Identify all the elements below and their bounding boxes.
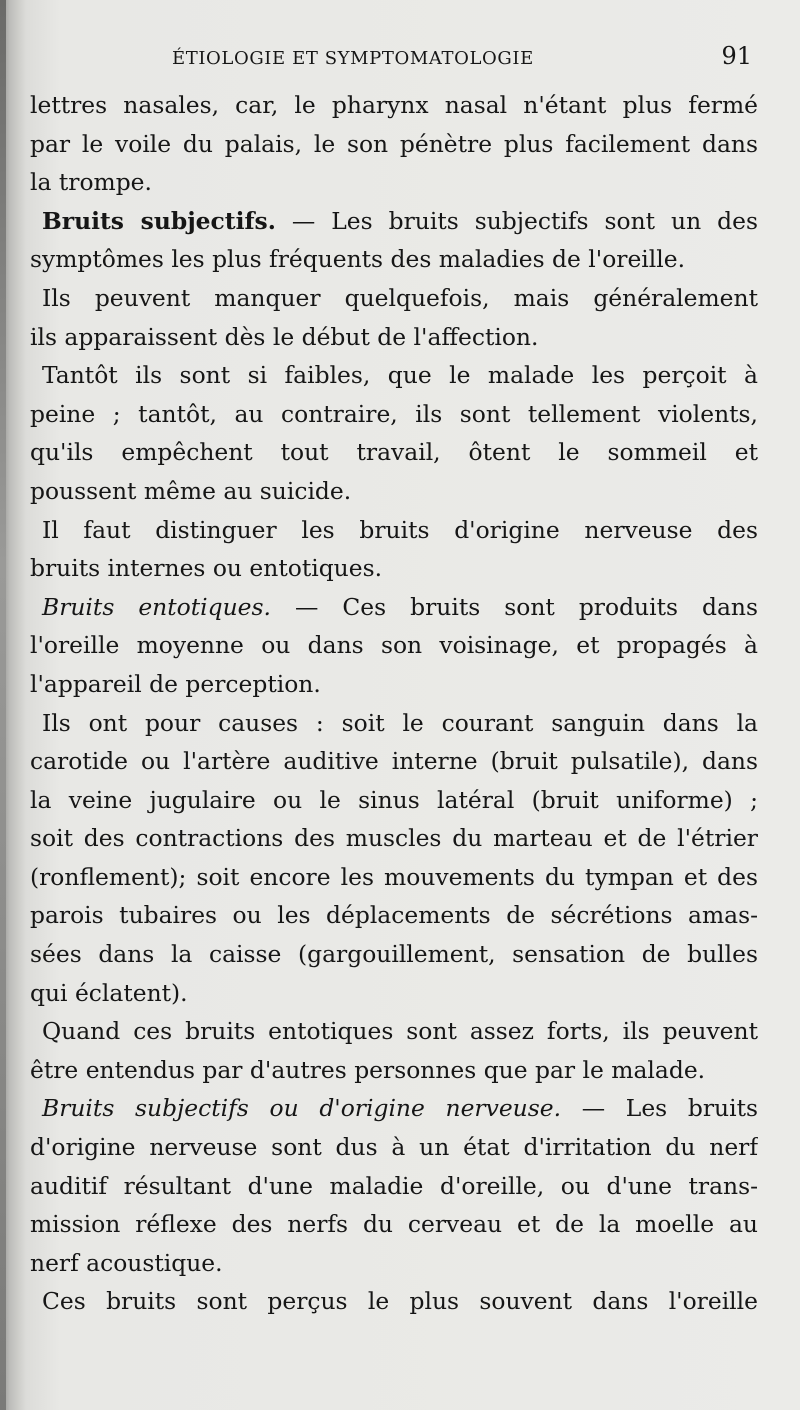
text-line [30, 356, 758, 395]
text-line [30, 1012, 758, 1051]
text-line [30, 588, 758, 627]
text-run: être entendus par d'autres personnes que par le malade. [30, 1055, 706, 1084]
text-run: — Les bruits subjectifs sont un des [275, 206, 758, 235]
text-run: qui éclatent). [30, 978, 188, 1007]
text-line [30, 279, 758, 318]
page-number: 91 [721, 42, 752, 70]
text-run: — Ces bruits sont produits dans [270, 592, 758, 621]
text-run: Tantôt ils sont si faibles, que le malade les perçoit à [42, 361, 758, 390]
text-line [30, 1282, 758, 1321]
text-run: l'appareil de perception. [30, 669, 321, 698]
text-run: la trompe. [30, 168, 152, 197]
text-line [30, 704, 758, 743]
text-line [30, 472, 758, 511]
text-run: ils apparaissent dès le début de l'affection. [30, 322, 539, 351]
text-line [30, 626, 758, 665]
text-run: sées dans la caisse (gargouillement, sensation de bulles [30, 940, 758, 969]
text-run: bruits internes ou entotiques. [30, 554, 383, 583]
text-run: — Les bruits [561, 1094, 758, 1123]
text-run: (ronflement); soit encore les mouvements du tympan et des [30, 862, 758, 891]
text-line [30, 240, 758, 279]
text-run: Il faut distinguer les bruits d'origine nerveuse des [42, 515, 758, 544]
text-run: Quand ces bruits entotiques sont assez forts, ils peuvent [42, 1017, 758, 1046]
text-run: la veine jugulaire ou le sinus latéral (bruit uniforme) ; [30, 785, 758, 814]
text-line [30, 1128, 758, 1167]
text-line [30, 163, 758, 202]
text-line [30, 511, 758, 550]
text-run: qu'ils empêchent tout travail, ôtent le sommeil et [30, 438, 758, 467]
text-line [30, 395, 758, 434]
text-line [30, 1167, 758, 1206]
text-run: symptômes les plus fréquents des maladies de l'oreille. [30, 245, 686, 274]
text-line [30, 202, 758, 241]
subsection-heading: Bruits subjectifs ou d'origine nerveuse. [42, 1094, 562, 1123]
text-run: parois tubaires ou les déplacements de sécrétions amas- [30, 901, 758, 930]
text-run: peine ; tantôt, au contraire, ils sont tellement violents, [30, 399, 758, 428]
text-run: poussent même au suicide. [30, 476, 352, 505]
text-run: Ils peuvent manquer quelquefois, mais généralement [42, 283, 758, 312]
subsection-heading: Bruits entotiques. [42, 592, 271, 621]
text-line [30, 86, 758, 125]
text-run: mission réflexe des nerfs du cerveau et de la moelle au [30, 1210, 758, 1239]
text-line [30, 1089, 758, 1128]
text-line [30, 896, 758, 935]
text-run: Ils ont pour causes : soit le courant sanguin dans la [42, 708, 758, 737]
text-run: carotide ou l'artère auditive interne (bruit pulsatile), dans [30, 747, 758, 776]
body-text [30, 86, 758, 1321]
text-run: soit des contractions des muscles du marteau et de l'étrier [30, 824, 758, 853]
text-line [30, 935, 758, 974]
text-line [30, 819, 758, 858]
text-line [30, 433, 758, 472]
text-run: lettres nasales, car, le pharynx nasal n'étant plus fermé [30, 91, 758, 119]
page-gutter-shadow [0, 0, 6, 1410]
text-line [30, 1244, 758, 1283]
text-run: auditif résultant d'une maladie d'oreille, ou d'une trans- [30, 1171, 758, 1200]
text-run: d'origine nerveuse sont dus à un état d'irritation du nerf [30, 1133, 758, 1162]
text-line [30, 318, 758, 357]
text-line [30, 974, 758, 1013]
page-header [172, 42, 760, 76]
text-run: Ces bruits sont perçus le plus souvent dans l'oreille [42, 1287, 758, 1316]
text-run: nerf acoustique. [30, 1248, 223, 1277]
text-run: par le voile du palais, le son pénètre plus facilement dans [30, 129, 758, 158]
text-line [30, 1051, 758, 1090]
section-heading: Bruits subjectifs. [42, 206, 276, 235]
text-line [30, 858, 758, 897]
text-line [30, 125, 758, 164]
text-line [30, 742, 758, 781]
text-line [30, 1205, 758, 1244]
running-head: ÉTIOLOGIE ET SYMPTOMATOLOGIE [172, 48, 534, 69]
text-line [30, 665, 758, 704]
text-line [30, 549, 758, 588]
text-line [30, 781, 758, 820]
text-run: l'oreille moyenne ou dans son voisinage, et propagés à [30, 631, 758, 660]
